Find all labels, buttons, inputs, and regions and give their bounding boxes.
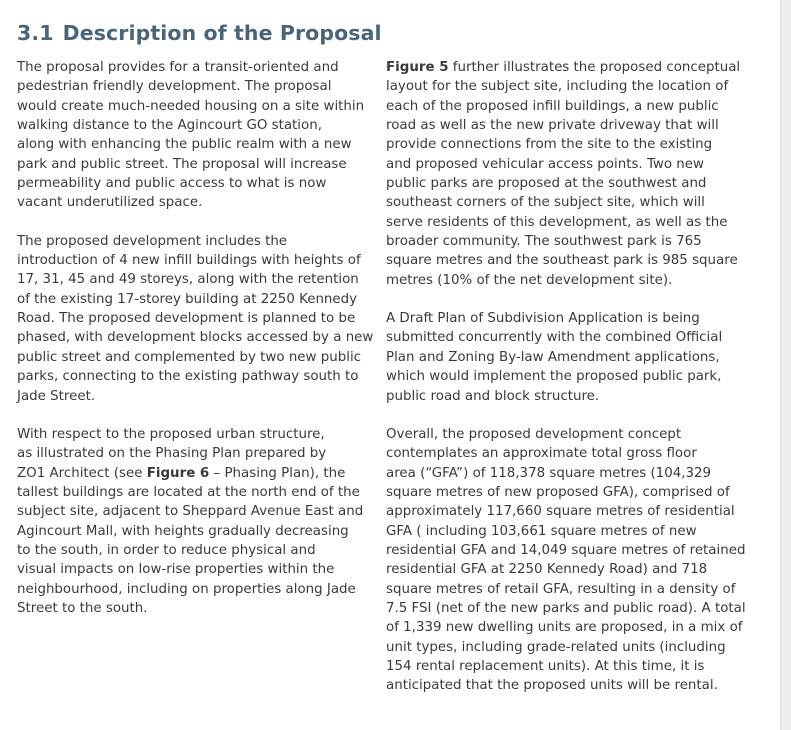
section-number: 3.1 <box>17 21 54 45</box>
paragraph-gfa-summary: Overall, the proposed development concept contemplates an approximate total gross floor area (“GFA”) of 118,378 square metres (104,329 square metres of new proposed GFA), comprised of approximately 117,660 square metres of residential GFA ( including 103,661 square metres of new residential GFA and 14,049 square metres of retained residential GFA at 2250 Kennedy Road) and 718 square metres of retail GFA, resulting in a density of 7.5 FSI (net of the new parks and public road). A total of 1,339 new dwelling units are proposed, in a mix of unit types, including grade-related units (including 154 rental replacement units). At this time, it is anticipated that the proposed units will be rental. <box>386 426 746 694</box>
urban-structure-text-1: With respect to the proposed urban structure, as illustrated on the Phasing Plan prepared by ZO1 Architect (see <box>17 426 327 481</box>
paragraph-conceptual-layout <box>386 58 746 290</box>
figure-5-reference: Figure 5 <box>386 60 449 75</box>
section-title: Description of the Proposal <box>62 21 382 45</box>
section-heading <box>17 21 382 45</box>
paragraph-proposal-overview: The proposal provides for a transit-oriented and pedestrian friendly development. The proposal would create much-needed housing on a site within walking distance to the Agincourt GO station, along with enhancing the public realm with a new park and public street. The proposal will increase permeability and public access to what is now vacant underutilized space. <box>17 60 365 211</box>
figure-6-reference: Figure 6 <box>146 465 210 481</box>
right-column <box>386 58 746 715</box>
paragraph-draft-plan: A Draft Plan of Subdivision Application is being submitted concurrently with the combined Official Plan and Zoning By-law Amendment applications, which would implement the proposed public park, public road and block structure. <box>386 311 723 404</box>
urban-structure-text-2: – Phasing Plan), the tallest buildings are located at the north end of the subject site, adjacent to Sheppard Avenue East and Agincourt Mall, with heights gradually decreasing to the south, in order to reduce physical and visual impacts on low-rise properties within the neighbourhood, including on properties along Jade Street to the south. <box>17 465 364 616</box>
vertical-scrollbar[interactable] <box>780 0 791 730</box>
paragraph-development-details: The proposed development includes the introduction of 4 new infill buildings with heights of 17, 31, 45 and 49 storeys, along with the retention of the existing 17-storey building at 2250 Kennedy Road. The proposed development is planned to be phased, with development blocks accessed by a new public street and complemented by two new public parks, connecting to the existing pathway south to Jade Street. <box>17 233 374 404</box>
left-column <box>17 58 377 637</box>
conceptual-layout-text: further illustrates the proposed conceptual layout for the subject site, including the location of each of the proposed infill buildings, a new public road as well as the new private driveway that will provide connections from the site to the existing and proposed vehicular access points. Two new public parks are proposed at the southwest and southeast corners of the subject site, which will serve residents of this development, as well as the broader community. The southwest park is 765 square metres and the southeast park is 985 square metres (10% of the net development site). <box>386 60 741 288</box>
paragraph-urban-structure <box>17 425 377 618</box>
